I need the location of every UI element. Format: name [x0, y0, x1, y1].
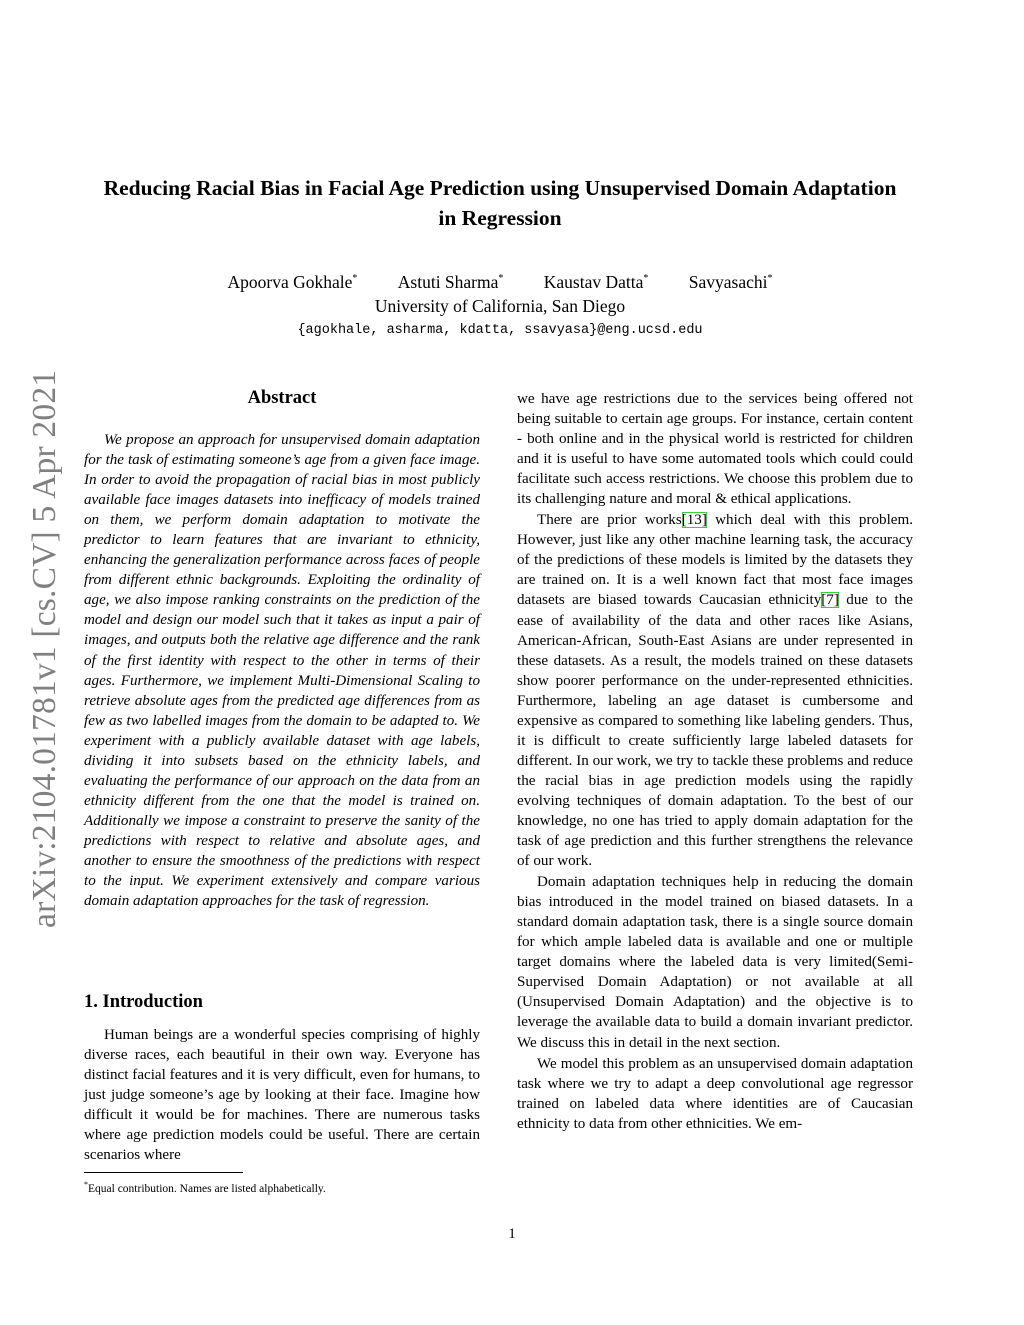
abstract-body — [84, 430, 480, 911]
author-block — [100, 270, 900, 318]
page-number: 1 — [508, 1226, 516, 1242]
body-paragraph: we have age restrictions due to the services being offered not being suitable to certain age groups. For instance, certain content - both online and in the physical world is restricted for children and it is useful to have some automated tools which could could facilitate such access restrictions. We choose this problem due to its challenging nature and moral & ethical applications. — [517, 391, 913, 508]
author: Apoorva Gokhale* — [227, 272, 358, 292]
author-names — [100, 270, 900, 294]
arxiv-identifier: arXiv:2104.01781v1 [cs.CV] 5 Apr 2021 — [26, 369, 63, 928]
body-paragraph: There are prior works[13] which deal with this problem. However, just like any other machine learning task, the accuracy of the predictions of these models is limited by the datasets they are trained on. It is a well known fact that most face images datasets are biased towards Caucasian ethnicity[7] due to the ease of availability of the data and other races like Asians, American-African, South-East Asians are under represented in these datasets. As a result, the models trained on these datasets show poorer performance on the under-represented ethnicities. Furthermore, labeling an age dataset is cumbersome and expensive as compared to something like labeling genders. Thus, it is difficult to create sufficiently large labeled datasets for different. In our work, we try to tackle these problems and reduce the racial bias in age prediction models using the rapidly evolving techniques of domain adaptation. To the best of our knowledge, no one has tried to apply domain adaptation for the task of age prediction and this further strengthens the relevance of our work. — [517, 512, 914, 870]
author: Astuti Sharma* — [397, 272, 504, 292]
citation-link[interactable]: [13] — [681, 512, 707, 529]
affiliation: University of California, San Diego — [374, 296, 626, 316]
abstract-heading: Abstract — [247, 388, 317, 408]
intro-paragraph: Human beings are a wonderful species comprising of highly diverse races, each beautiful in their own way. Everyone has distinct facial features and it is very difficult, even for humans, to just judge someone’s age by looking at their face. Imagine how difficult it would be for machines. There are numerous tasks where age prediction models could be useful. There are certain scenarios where — [84, 1027, 480, 1164]
citation-link[interactable]: [7] — [821, 592, 839, 609]
introduction-left-column — [84, 1025, 480, 1165]
paper-title: Reducing Racial Bias in Facial Age Prediction using Unsupervised Domain Adaptation in Regression — [103, 176, 897, 230]
footnote: *Equal contribution. Names are listed alphabetically. — [84, 1180, 326, 1195]
author: Kaustav Datta* — [543, 272, 649, 292]
body-paragraph: Domain adaptation techniques help in reducing the domain bias introduced in the model trained on biased datasets. In a standard domain adaptation task, there is a single source domain for which ample labeled data is available and one or multiple target domains where the labeled data is very limited(Semi-Supervised Domain Adaptation) or not available at all (Unsupervised Domain Adaptation) and the objective is to leverage the available data to build a domain invariant predictor. We discuss this in detail in the next section. — [517, 874, 913, 1051]
footnote-rule — [84, 1172, 243, 1173]
abstract-text: We propose an approach for unsupervised domain adaptation for the task of estimating someone’s age from a given face image. In order to avoid the propagation of racial bias in most publicly available face images datasets into inefficacy of models trained on them, we perform domain adaptation to motivate the predictor to learn features that are invariant to ethnicity, enhancing the generalization performance across faces of people from different ethnic backgrounds. Exploiting the ordinality of age, we also impose ranking constraints on the prediction of the model and design our model such that it takes as input a pair of images, and outputs both the relative age difference and the rank of the first identity with respect to the other in terms of their ages. Furthermore, we implement Multi-Dimensional Scaling to retrieve absolute ages from the predicted age differences from as few as two labelled images from the domain to be adapted to. We experiment with a publicly available dataset with age labels, dividing it into subsets based on the ethnicity labels, and evaluating the performance of our approach on the data from an ethnicity different from the one that the model is trained on. Additionally we impose a constraint to preserve the sanity of the predictions with respect to relative and absolute ages, and another to ensure the smoothness of the predictions with respect to the input. We experiment extensively and compare various domain adaptation approaches for the task of regression. — [84, 432, 480, 910]
right-column — [517, 389, 913, 1134]
author: Savyasachi* — [688, 272, 773, 292]
section-heading-introduction: 1. Introduction — [84, 992, 203, 1012]
body-paragraph: We model this problem as an unsupervised domain adaptation task where we try to adapt a deep convolutional age regressor trained on labeled data where identities are of Caucasian ethnicity to data from other ethnicities. We em- — [517, 1055, 913, 1132]
author-emails: {agokhale, asharma, kdatta, ssavyasa}@eng.ucsd.edu — [297, 323, 703, 338]
